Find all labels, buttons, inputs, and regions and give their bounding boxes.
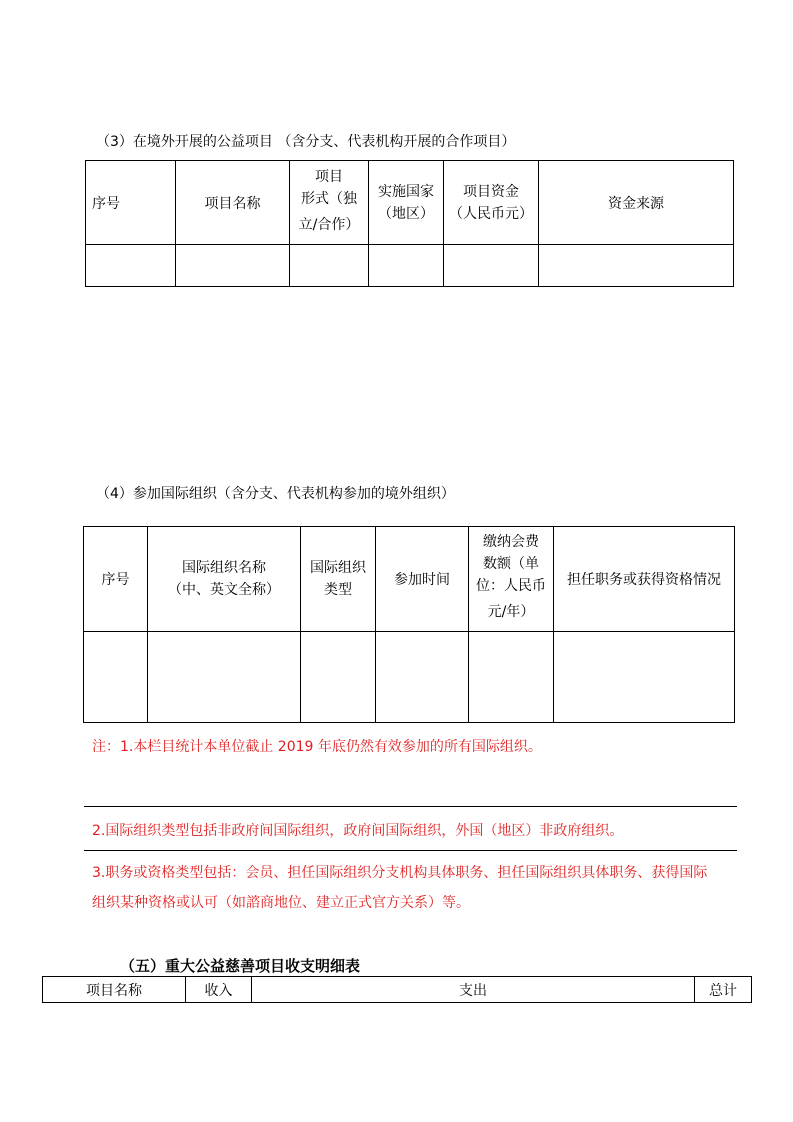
note-divider-bottom <box>84 850 737 851</box>
section4-heading: （4）参加国际组织（含分支、代表机构参加的境外组织） <box>96 486 455 502</box>
table-cell <box>376 632 469 723</box>
note-1: 注：1.本栏目统计本单位截止 2019 年底仍然有效参加的所有国际组织。 <box>92 739 542 755</box>
header-project-form-line3: 立/合作） <box>298 216 360 233</box>
header-membership-fee <box>469 527 554 632</box>
overseas-projects-table <box>85 160 734 287</box>
header-project-fund <box>444 161 539 245</box>
note-3-line1: 3.职务或资格类型包括：会员、担任国际组织分支机构具体职务、担任国际组织具体职务、获得国际 <box>92 865 708 881</box>
table-cell <box>469 632 554 723</box>
table-cell <box>176 245 290 287</box>
header-country <box>369 161 444 245</box>
international-orgs-table <box>83 526 735 723</box>
note-divider-top <box>84 806 737 807</box>
header-org-type-line1: 国际组织 <box>310 560 366 576</box>
table-header-row <box>43 977 752 1003</box>
table-cell <box>369 245 444 287</box>
note-3-line2: 组织某种资格或认可（如諮商地位、建立正式官方关系）等。 <box>92 895 470 911</box>
header-country-line1: 实施国家 <box>378 183 434 200</box>
header-project-form <box>290 161 369 245</box>
header-expense: 支出 <box>252 977 695 1003</box>
header-fee-line4: 元/年） <box>487 604 535 620</box>
table-row <box>86 245 734 287</box>
section3-heading: （3）在境外开展的公益项目 （含分支、代表机构开展的合作项目） <box>96 134 516 150</box>
table-cell <box>86 245 176 287</box>
header-project-fund-line2: （人民币元） <box>449 205 533 222</box>
header-seq: 序号 <box>86 161 176 245</box>
header-project-form-line1: 项目 <box>315 168 343 185</box>
table-cell <box>290 245 369 287</box>
table-cell <box>554 632 735 723</box>
header-fund-source: 资金来源 <box>539 161 734 245</box>
header-project-name: 项目名称 <box>176 161 290 245</box>
table-cell <box>301 632 376 723</box>
header-fee-line2: 数额（单 <box>483 556 539 572</box>
header-project-fund-line1: 项目资金 <box>463 183 519 200</box>
table-row <box>84 632 735 723</box>
major-projects-table <box>42 976 752 1003</box>
table-header-row <box>86 161 734 245</box>
header-project-name: 项目名称 <box>43 977 186 1003</box>
header-org-type-line2: 类型 <box>324 582 352 598</box>
table-header-row <box>84 527 735 632</box>
header-fee-line1: 缴纳会费 <box>483 534 539 550</box>
note-2: 2.国际组织类型包括非政府间国际组织，政府间国际组织，外国（地区）非政府组织。 <box>92 823 624 839</box>
header-fee-line3: 位：人民币 <box>476 578 546 594</box>
header-join-time: 参加时间 <box>376 527 469 632</box>
table-cell <box>539 245 734 287</box>
header-position: 担任职务或获得资格情况 <box>554 527 735 632</box>
header-org-name-line1: 国际组织名称 <box>182 560 266 576</box>
header-seq: 序号 <box>84 527 148 632</box>
table-cell <box>148 632 301 723</box>
header-org-name <box>148 527 301 632</box>
header-project-form-line2: 形式（独 <box>301 190 357 207</box>
table-cell <box>84 632 148 723</box>
header-org-name-line2: （中、英文全称） <box>168 582 280 598</box>
header-income: 收入 <box>186 977 252 1003</box>
header-org-type <box>301 527 376 632</box>
header-country-line2: （地区） <box>378 205 434 222</box>
header-total: 总计 <box>695 977 752 1003</box>
table-cell <box>444 245 539 287</box>
section5-heading: （五）重大公益慈善项目收支明细表 <box>120 957 361 975</box>
